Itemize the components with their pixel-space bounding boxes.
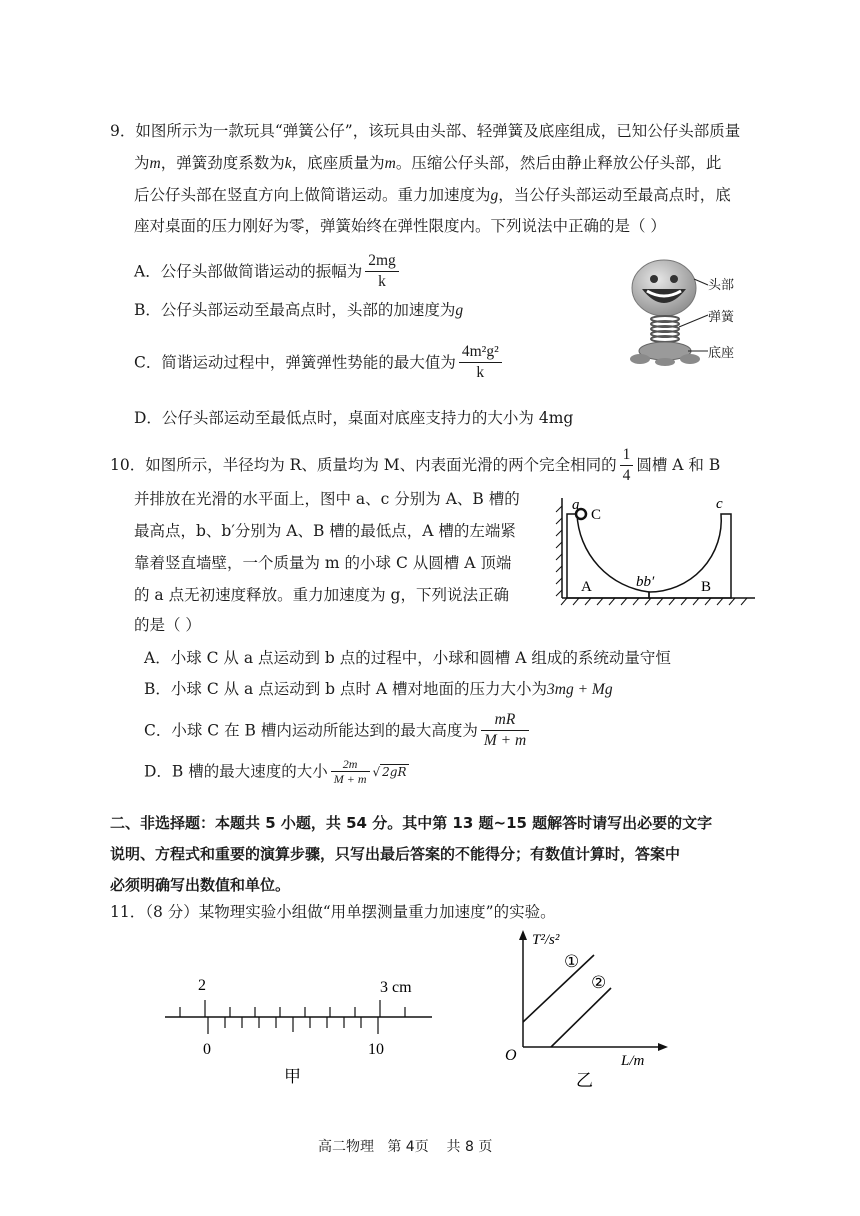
q10-line2: 并排放在光滑的水平面上，图中 a、c 分别为 A、B 槽的 <box>134 490 520 508</box>
q9-option-b-g: g <box>455 302 464 319</box>
q9-option-c-text: C．简谐运动过程中，弹簧弹性势能的最大值为 <box>134 353 456 372</box>
q9-line3b: ，当公仔头部运动至最高点时，底 <box>498 186 731 204</box>
q10-option-b-text: B．小球 C 从 a 点运动到 b 点时 A 槽对地面的压力大小为 <box>144 680 548 698</box>
q9-mass-m2: m <box>384 155 396 172</box>
q9-line3 <box>134 185 731 206</box>
q9-line4: 座对桌面的压力刚好为零，弹簧始终在弹性限度内。下列说法中正确的是（ ） <box>134 217 666 235</box>
vernier-figure <box>160 970 440 1085</box>
q9-option-b <box>134 300 463 321</box>
q10-option-d-num: 2m <box>331 757 370 772</box>
q10-line5: 的 a 点无初速度释放。重力加速度为 g，下列说法正确 <box>134 586 509 604</box>
q10-option-b-expr: 3mg + Mg <box>547 681 613 698</box>
groove-label-ball-c: C <box>591 507 602 523</box>
q9-option-d: D．公仔头部运动至最低点时，桌面对底座支持力的大小为 4mg <box>134 409 574 427</box>
q10-line4: 靠着竖直墙壁，一个质量为 m 的小球 C 从圆槽 A 顶端 <box>134 554 512 572</box>
groove-figure <box>555 488 760 613</box>
q9-option-a-fraction <box>365 251 399 292</box>
vernier-caption: 甲 <box>284 1067 301 1085</box>
q9-line3a: 后公仔头部在竖直方向上做简谐运动。重力加速度为 <box>134 186 491 204</box>
q9-line2b: ，弹簧劲度系数为 <box>160 154 285 172</box>
groove-b-shape <box>649 514 731 598</box>
q10-option-d-sqrt: √ 2gR <box>372 764 407 779</box>
q10-quarter-fraction <box>620 445 634 486</box>
toy-label-head: 头部 <box>708 278 735 293</box>
vernier-label-0: 0 <box>203 1041 211 1058</box>
q10-line1 <box>110 442 720 486</box>
q10-option-a: A．小球 C 从 a 点运动到 b 点的过程中，小球和圆槽 A 组成的系统动量守恒 <box>144 649 671 667</box>
graph-line-1 <box>523 955 594 1022</box>
graph-caption: 乙 <box>576 1071 593 1090</box>
graph-line-2-label: ② <box>591 973 607 992</box>
graph-x-label: L/m <box>621 1053 645 1069</box>
toy-label-spring: 弹簧 <box>708 310 735 325</box>
groove-label-groove-b: B <box>701 579 712 595</box>
page-footer: 高二物理 第 4页 共 8 页 <box>318 1139 493 1155</box>
q9-mass-m: m <box>149 155 161 172</box>
q9-option-c <box>134 342 505 383</box>
q10-line1b: 圆槽 A 和 B <box>636 456 721 474</box>
vernier-main-label-3cm: 3 cm <box>380 979 412 996</box>
graph-y-label: T²/s² <box>532 932 560 948</box>
q10-option-c-text: C．小球 C 在 B 槽内运动所能达到的最大高度为 <box>144 721 478 740</box>
groove-label-groove-a: A <box>581 579 592 595</box>
q10-option-c-den: M + m <box>483 732 527 749</box>
q10-option-c-num: mR <box>481 710 529 731</box>
graph-line-1-label: ① <box>564 952 580 971</box>
q9-line1: 9．如图所示为一款玩具“弹簧公仔”，该玩具由头部、轻弹簧及底座组成，已知公仔头部质量 <box>110 122 741 140</box>
q9-option-c-num: 4m²g² <box>459 342 502 363</box>
vernier-label-10: 10 <box>368 1041 384 1058</box>
groove-label-bb: bb′ <box>636 574 655 590</box>
q9-option-b-text: B．公仔头部运动至最高点时，头部的加速度为 <box>134 301 456 319</box>
q10-line6: 的是（ ） <box>134 616 201 634</box>
q9-line2c: ，底座质量为 <box>291 154 385 172</box>
groove-label-a: a <box>572 497 580 513</box>
q9-option-c-den: k <box>476 364 485 381</box>
toy-head-icon <box>632 260 696 316</box>
q9-option-c-fraction <box>459 342 502 383</box>
toy-base-icon <box>630 342 700 366</box>
q9-option-a-den: k <box>378 273 386 290</box>
section2-line2: 说明、方程式和重要的演算步骤，只写出最后答案的不能得分；有数值计算时，答案中 <box>110 845 681 863</box>
toy-label-base: 底座 <box>708 346 735 361</box>
q10-frac-den: 4 <box>622 466 631 484</box>
graph-line-2 <box>551 988 611 1047</box>
q10-option-d-den: M + m <box>333 772 367 786</box>
q9-option-a-num: 2mg <box>365 251 399 272</box>
q10-option-b <box>144 679 613 700</box>
q10-line3: 最高点，b、b′分别为 A、B 槽的最低点，A 槽的左端紧 <box>134 522 516 540</box>
q9-line2a: 为 <box>134 154 150 172</box>
q9-option-a <box>134 251 402 292</box>
q10-option-d <box>144 757 409 786</box>
q10-frac-num: 1 <box>620 445 634 466</box>
q9-option-a-text: A．公仔头部做简谐运动的振幅为 <box>134 262 363 281</box>
t2-l-graph <box>496 922 676 1090</box>
toy-spring-icon <box>651 316 679 342</box>
q10-option-d-fraction <box>331 757 370 786</box>
q11-line1: 11．（8 分）某物理实验小组做“用单摆测量重力加速度”的实验。 <box>110 903 556 921</box>
graph-origin-label: O <box>505 1047 517 1064</box>
section2-line1: 二、非选择题：本题共 5 小题，共 54 分。其中第 13 题~15 题解答时请写出必要的文字 <box>110 814 713 832</box>
groove-label-c: c <box>716 496 723 512</box>
vernier-main-label-2: 2 <box>198 977 206 994</box>
q10-option-d-text: D．B 槽的最大速度的大小 <box>144 762 328 781</box>
q10-option-d-radicand: 2gR <box>382 764 407 779</box>
q9-line2 <box>134 153 721 174</box>
q10-line1a: 10．如图所示，半径均为 R、质量均为 M、内表面光滑的两个完全相同的 <box>110 456 617 474</box>
q10-option-c-fraction <box>481 710 529 751</box>
q9-k: k <box>284 155 292 172</box>
q10-option-c <box>144 710 532 751</box>
q9-g: g <box>490 187 499 204</box>
q9-line2d: 。压缩公仔头部，然后由静止释放公仔头部，此 <box>395 154 722 172</box>
section2-line3: 必须明确写出数值和单位。 <box>110 876 291 894</box>
